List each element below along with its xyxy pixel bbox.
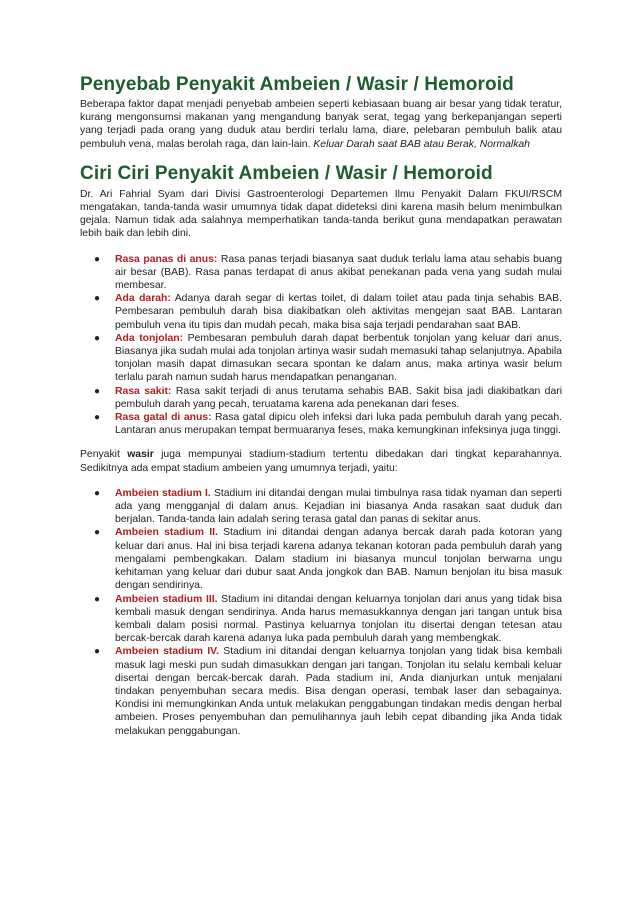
stage-term: Ambeien stadium II. [115, 527, 218, 539]
paragraph-stadium-post: juga mempunyai stadium-stadium tertentu dibedakan dari tingkat keparahannya. Sedikitnya ada empat stadium ambeien yang umumnya terjadi, yaitu: [80, 449, 562, 474]
symptom-text: Pembesaran pembuluh darah dapat berbentuk tonjolan yang keluar dari anus. Biasanya jika sudah mulai ada tonjolan artinya wasir sudah memasuki tahap selanjutnya. Apabila tonjolan masih dapat dimasukan secara spontan ke dalam anus, maka artinya wasir belum terlalu parah namun sudah harus mendapatkan penanganan. [115, 332, 562, 384]
keyword-wasir: wasir [127, 449, 154, 461]
symptom-term: Rasa sakit: [115, 385, 172, 397]
symptoms-list [80, 253, 562, 438]
list-item [80, 593, 562, 646]
list-item [80, 332, 562, 385]
stage-term: Ambeien stadium IV. [115, 646, 219, 658]
list-item [80, 487, 562, 527]
related-link-keluar-darah[interactable]: Keluar Darah saat BAB atau Berak, Normalkah [313, 138, 530, 150]
symptom-text: Adanya darah segar di kertas toilet, di dalam toilet atau pada tinja sehabis BAB. Pembesaran pembuluh darah bisa diakibatkan oleh aktivitas mengejan saat BAB. Lantaran pembuluh vena itu tipis dan mudah pecah, maka bisa saja terjadi pendarahan saat BAB. [115, 293, 562, 331]
document-page [80, 74, 562, 738]
stage-text: Stadium ini ditandai dengan keluarnya tonjolan yang tidak bisa kembali masuk lagi meski pun sudah dimasukkan dengan jari tangan. Tonjolan itu selalu kembali keluar disertai dengan bercak-bercak darah. Pada stadium ini, Anda dianjurkan untuk menjalani tindakan penyembuhan secara medis. Bisa dengan operasi, tembak laser dan sebagainya. Kondisi ini memungkinkan Anda untuk melakukan penggabungan tindakan medis dengan herbal ambeien. Proses penyembuhan dan pemulihannya jauh lebih cepat dibanding jika Anda tidak melakukan penggabungan. [115, 646, 562, 737]
list-item [80, 385, 562, 411]
stage-term: Ambeien stadium III. [115, 593, 218, 605]
paragraph-ciri-ciri: Dr. Ari Fahrial Syam dari Divisi Gastroenterologi Departemen Ilmu Penyakit Dalam FKUI/RSCM mengatakan, tanda-tanda wasir umumnya tidak dapat dideteksi dini karena masih belum menimbulkan gejala. Namun tidak ada salahnya memperhatikan tanda-tanda berikut guna mendapatkan perawatan lebih baik dan lebih dini. [80, 188, 562, 240]
symptom-text: Rasa panas terjadi biasanya saat duduk terlalu lama atau sehabis buang air besar (BAB). Rasa panas terdapat di anus akibat penekanan pada vena yang sudah mulai membesar. [115, 253, 562, 292]
symptom-term: Ada tonjolan: [115, 332, 184, 344]
symptom-text: Rasa sakit terjadi di anus terutama sehabis BAB. Sakit bisa jadi diakibatkan dari pembuluh darah yang pecah, teruatama karena ada penekanan dari feses. [115, 385, 563, 410]
symptom-term: Ada darah: [115, 293, 171, 305]
heading-penyebab: Penyebab Penyakit Ambeien / Wasir / Hemoroid [80, 74, 514, 95]
list-item [80, 253, 562, 293]
symptom-term: Rasa gatal di anus: [115, 412, 212, 424]
bullet-icon: ● [94, 527, 101, 539]
bullet-icon: ● [94, 487, 101, 499]
bullet-icon: ● [94, 593, 101, 605]
bullet-icon: ● [94, 412, 101, 424]
list-item [80, 411, 562, 437]
bullet-icon: ● [94, 332, 101, 344]
heading-ciri-ciri: Ciri Ciri Penyakit Ambeien / Wasir / Hemoroid [80, 162, 493, 184]
stage-text: Stadium ini ditandai dengan keluarnya tonjolan dari anus yang tidak bisa kembali masuk dengan sendirinya. Anda harus memasukkannya dengan jari tangan untuk bisa kembali dalam posisi normal. Pastinya keluarnya tonjolan itu disertai dengan tetesan atau bercak-bercak darah karena adanya luka pada pembuluh darah yang membengkak. [115, 593, 562, 645]
stage-text: Stadium ini ditandai dengan adanya bercak darah pada kotoran yang keluar dari anus. Hal ini bisa terjadi karena adanya tekanan kotoran pada pembuluh darah yang mengalami pembengkakan. Dalam stadium ini biasanya muncul tonjolan berwarna ungu kehitaman yang keluar dari dubur saat Anda jongkok dan BAB. Namun benjolan itu bisa masuk dengan sendirinya. [115, 527, 562, 592]
stage-term: Ambeien stadium I. [115, 487, 211, 499]
list-item [80, 292, 562, 332]
stage-text: Stadium ini ditandai dengan mulai timbulnya rasa tidak nyaman dan seperti ada yang mengganjal di dalam anus. Kejadian ini biasanya Anda rasakan saat duduk dan berjalan. Tanda-tanda lain adalah sering terasa gatal dan panas di sekitar anus. [115, 487, 562, 526]
stages-list [80, 487, 562, 738]
paragraph-stadium [80, 448, 562, 474]
bullet-icon: ● [94, 646, 101, 658]
bullet-icon: ● [94, 253, 101, 265]
symptom-text: Rasa gatal dipicu oleh infeksi dari luka pada pembuluh darah yang pecah. Lantaran anus merupakan tempat bermuaranya feses, maka kemungkinan infeksinya juga tinggi. [115, 412, 563, 437]
paragraph-stadium-pre: Penyakit [80, 449, 128, 461]
paragraph-penyebab [80, 98, 562, 151]
paragraph-penyebab-text: Beberapa faktor dapat menjadi penyebab ambeien seperti kebiasaan buang air besar yang tidak teratur, kurang mengonsumsi makanan yang mengandung banyak serat, tegag yang berkepanjangan seperti yang terjadi pada orang yang duduk atau berdiri terlalu lama, diare, pelebaran pembuluh balik atau pembuluh vena, malas berolah raga, dan lain-lain. [80, 99, 562, 150]
list-item [80, 645, 562, 737]
symptom-term: Rasa panas di anus: [115, 253, 218, 265]
bullet-icon: ● [94, 385, 101, 397]
bullet-icon: ● [94, 293, 101, 305]
list-item [80, 526, 562, 592]
